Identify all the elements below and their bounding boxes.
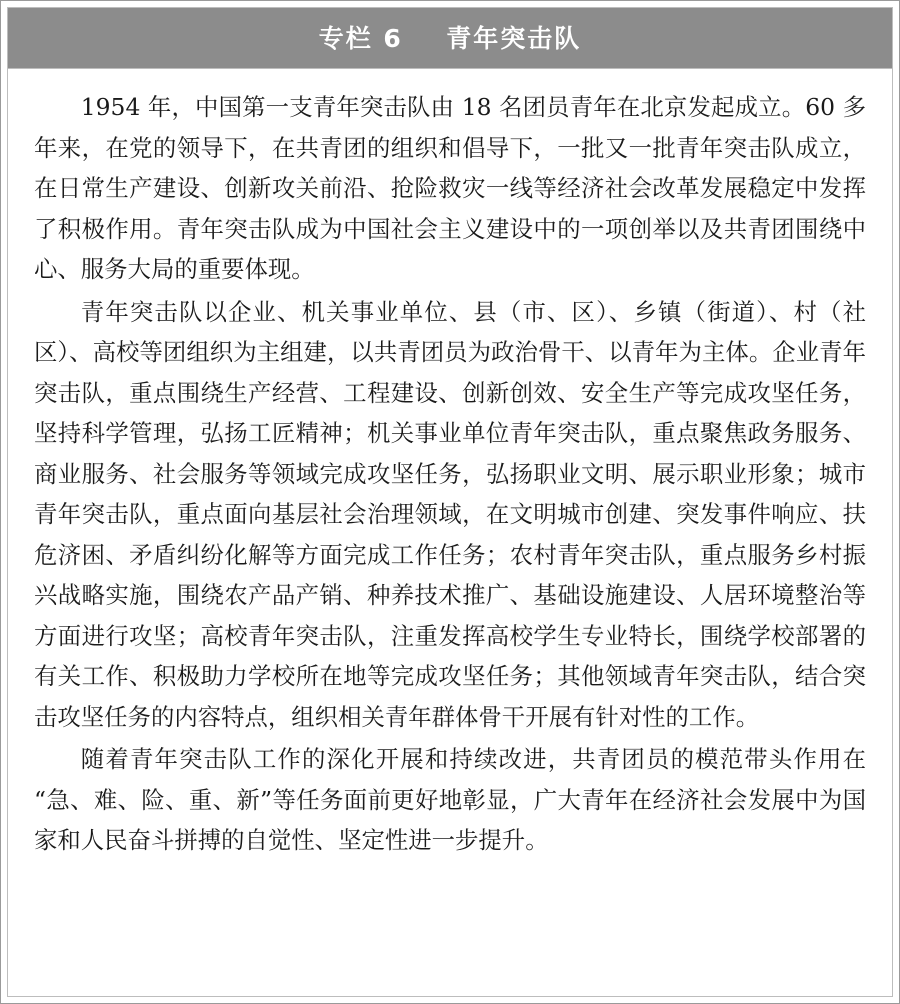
paragraph: 随着青年突击队工作的深化开展和持续改进，共青团员的模范带头作用在“急、难、险、重、新”等任务面前更好地彰显，广大青年在经济社会发展中为国家和人民奋斗拼搏的自觉性、坚定性进一步提升。: [34, 745, 866, 854]
paragraph: 1954 年，中国第一支青年突击队由 18 名团员青年在北京发起成立。60 多年来，在党的领导下，在共青团的组织和倡导下，一批又一批青年突击队成立，在日常生产建设、创新攻关前沿、抢险救灾一线等经济社会改革发展稳定中发挥了积极作用。青年突击队成为中国社会主义建设中的一项创举以及共青团围绕中心、服务大局的重要体现。: [34, 93, 866, 283]
paragraph: 青年突击队以企业、机关事业单位、县（市、区）、乡镇（街道）、村（社区）、高校等团组织为主组建，以共青团员为政治骨干、以青年为主体。企业青年突击队，重点围绕生产经营、工程建设、创新创效、安全生产等完成攻坚任务，坚持科学管理，弘扬工匠精神；机关事业单位青年突击队，重点聚焦政务服务、商业服务、社会服务等领域完成攻坚任务，弘扬职业文明、展示职业形象；城市青年突击队，重点面向基层社会治理领域，在文明城市创建、突发事件响应、扶危济困、矛盾纠纷化解等方面完成工作任务；农村青年突击队，重点服务乡村振兴战略实施，围绕农产品产销、种养技术推广、基础设施建设、人居环境整治等方面进行攻坚；高校青年突击队，注重发挥高校学生专业特长，围绕学校部署的有关工作、积极助力学校所在地等完成攻坚任务；其他领域青年突击队，结合突击攻坚任务的内容特点，组织相关青年群体骨干开展有针对性的工作。: [34, 297, 866, 731]
callout-box-inner: [7, 7, 893, 997]
callout-number: 专栏 6: [318, 24, 403, 53]
callout-title-bar: [8, 8, 892, 69]
callout-body: [8, 69, 892, 996]
callout-title: 青年突击队: [446, 24, 582, 53]
